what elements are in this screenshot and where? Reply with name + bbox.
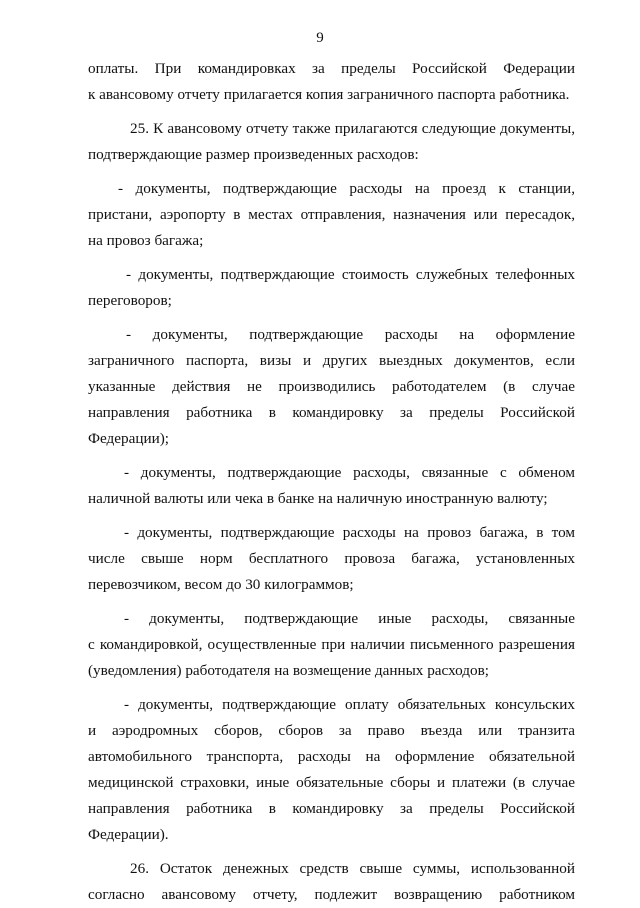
paragraph (88, 520, 575, 598)
text-line: Федерации). (88, 826, 169, 843)
text-line: и аэродромных сборов, сборов за право въезда или транзита (88, 722, 575, 739)
text-line: - документы, подтверждающие расходы, связанные с обменом (124, 464, 575, 481)
text-line: указанные действия не производились работодателем (в случае (88, 378, 575, 395)
text-line: медицинской страховки, иные обязательные сборы и платежи (в случае (88, 774, 575, 791)
paragraph (88, 606, 575, 684)
text-line: 25. К авансовому отчету также прилагаются следующие документы, (130, 120, 575, 137)
text-line: - документы, подтверждающие оплату обязательных консульских (124, 696, 575, 713)
paragraph-gap (88, 254, 575, 262)
paragraph-gap (88, 598, 575, 606)
text-line: подтверждающие размер произведенных расходов: (88, 146, 419, 163)
text-line: наличной валюты или чека в банке на наличную иностранную валюту; (88, 490, 548, 507)
text-line: - документы, подтверждающие расходы на провоз багажа, в том (124, 524, 575, 541)
text-line: оплаты. При командировках за пределы Российской Федерации (88, 60, 575, 77)
text-line: с командировкой, осуществленные при наличии письменного разрешения (88, 636, 575, 653)
text-line: 26. Остаток денежных средств свыше суммы, использованной (130, 860, 575, 877)
text-line: числе свыше норм бесплатного провоза багажа, установленных (88, 550, 575, 567)
paragraph-gap (88, 848, 575, 856)
text-line: Федерации); (88, 430, 170, 447)
paragraph (88, 460, 575, 512)
paragraph (88, 116, 575, 168)
text-line: к авансовому отчету прилагается копия заграничного паспорта работника. (88, 86, 570, 103)
paragraph-gap (88, 168, 575, 176)
text-line: автомобильного транспорта, расходы на оформление обязательной (88, 748, 575, 765)
paragraph (88, 176, 575, 254)
text-line: пристани, аэропорту в местах отправления, назначения или пересадок, (88, 206, 575, 223)
text-line: перевозчиком, весом до 30 килограммов; (88, 576, 354, 593)
text-line: на провоз багажа; (88, 232, 204, 249)
paragraph (88, 856, 575, 908)
paragraph-gap (88, 684, 575, 692)
paragraph (88, 56, 575, 108)
text-line: - документы, подтверждающие расходы на проезд к станции, (118, 180, 575, 197)
paragraph-gap (88, 314, 575, 322)
text-line: - документы, подтверждающие расходы на оформление (126, 326, 575, 343)
page-number: 9 (316, 30, 324, 46)
paragraph-gap (88, 452, 575, 460)
paragraph-gap (88, 108, 575, 116)
text-line: - документы, подтверждающие стоимость служебных телефонных (126, 266, 575, 283)
text-line: переговоров; (88, 292, 172, 309)
text-line: заграничного паспорта, визы и других выездных документов, если (88, 352, 575, 369)
paragraph (88, 262, 575, 314)
paragraph (88, 322, 575, 452)
paragraph-gap (88, 512, 575, 520)
text-line: согласно авансовому отчету, подлежит возвращению работником (88, 886, 575, 903)
text-line: - документы, подтверждающие иные расходы, связанные (124, 610, 575, 627)
text-line: направления работника в командировку за пределы Российской (88, 800, 575, 817)
text-line: направления работника в командировку за пределы Российской (88, 404, 575, 421)
document-body (88, 56, 575, 908)
paragraph (88, 692, 575, 848)
text-line: (уведомления) работодателя на возмещение данных расходов; (88, 662, 489, 679)
